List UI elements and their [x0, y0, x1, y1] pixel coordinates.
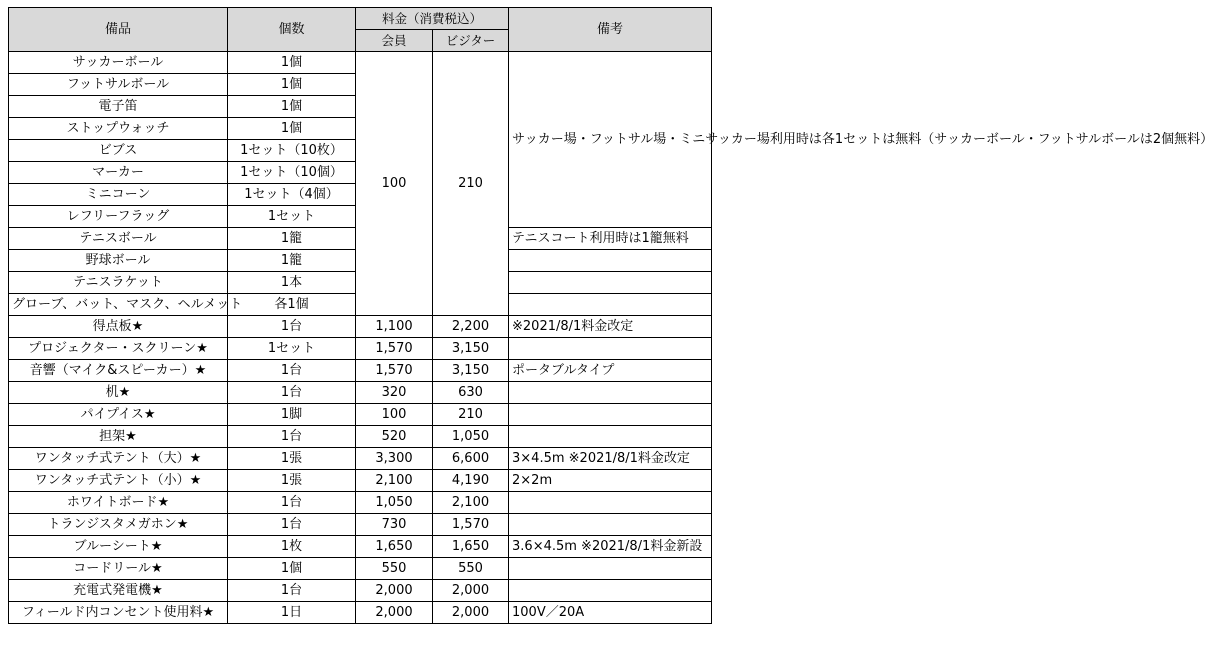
- member-fee: 1,650: [356, 536, 433, 558]
- item-note: [509, 514, 712, 536]
- item-name: ワンタッチ式テント（小）★: [9, 470, 228, 492]
- member-fee: 520: [356, 426, 433, 448]
- item-note: [509, 492, 712, 514]
- item-quantity: 1セット（4個）: [228, 184, 356, 206]
- item-quantity: 1個: [228, 74, 356, 96]
- item-name: テニスボール: [9, 228, 228, 250]
- item-name: マーカー: [9, 162, 228, 184]
- item-name: フットサルボール: [9, 74, 228, 96]
- item-name: プロジェクター・スクリーン★: [9, 338, 228, 360]
- header-quantity: 個数: [228, 8, 356, 52]
- item-note: ※2021/8/1料金改定: [509, 316, 712, 338]
- item-name: 野球ボール: [9, 250, 228, 272]
- note-soccer-free: サッカー場・フットサル場・ミニサッカー場利用時は各1セットは無料（サッカーボール・フットサルボールは2個無料）: [509, 52, 712, 228]
- visitor-fee: 2,100: [433, 492, 509, 514]
- item-name: ミニコーン: [9, 184, 228, 206]
- item-name: 得点板★: [9, 316, 228, 338]
- item-name: サッカーボール: [9, 52, 228, 74]
- item-quantity: 1台: [228, 492, 356, 514]
- table-row: [9, 404, 712, 426]
- header-visitor: ビジター: [433, 30, 509, 52]
- table-row: [9, 536, 712, 558]
- item-name: ストップウォッチ: [9, 118, 228, 140]
- item-name: 電子笛: [9, 96, 228, 118]
- item-quantity: 1台: [228, 580, 356, 602]
- member-fee: 730: [356, 514, 433, 536]
- member-fee: 550: [356, 558, 433, 580]
- item-quantity: 1台: [228, 514, 356, 536]
- visitor-fee: 3,150: [433, 360, 509, 382]
- member-fee: 2,000: [356, 580, 433, 602]
- visitor-fee: 630: [433, 382, 509, 404]
- item-name: 担架★: [9, 426, 228, 448]
- visitor-fee: 210: [433, 404, 509, 426]
- item-note: 3.6×4.5m ※2021/8/1料金新設: [509, 536, 712, 558]
- item-name: ホワイトボード★: [9, 492, 228, 514]
- item-name: ビブス: [9, 140, 228, 162]
- item-note: [509, 558, 712, 580]
- item-note: 2×2m: [509, 470, 712, 492]
- visitor-fee: 210: [433, 52, 509, 316]
- visitor-fee: 550: [433, 558, 509, 580]
- item-note: ポータブルタイプ: [509, 360, 712, 382]
- table-row: [9, 316, 712, 338]
- item-name: トランジスタメガホン★: [9, 514, 228, 536]
- item-quantity: 1個: [228, 96, 356, 118]
- table-row: [9, 580, 712, 602]
- item-quantity: 1台: [228, 360, 356, 382]
- member-fee: 1,570: [356, 360, 433, 382]
- item-quantity: 1セット（10個）: [228, 162, 356, 184]
- item-name: レフリーフラッグ: [9, 206, 228, 228]
- table-row: [9, 382, 712, 404]
- item-name: パイプイス★: [9, 404, 228, 426]
- member-fee: 320: [356, 382, 433, 404]
- visitor-fee: 3,150: [433, 338, 509, 360]
- item-name: テニスラケット: [9, 272, 228, 294]
- item-quantity: 1日: [228, 602, 356, 624]
- item-quantity: 1セット: [228, 338, 356, 360]
- member-fee: 2,100: [356, 470, 433, 492]
- item-quantity: 1張: [228, 470, 356, 492]
- item-quantity: 1脚: [228, 404, 356, 426]
- note-empty: [509, 272, 712, 294]
- item-quantity: 1台: [228, 382, 356, 404]
- item-quantity: 1籠: [228, 228, 356, 250]
- table-row: [9, 426, 712, 448]
- item-note: [509, 580, 712, 602]
- item-note: [509, 382, 712, 404]
- equipment-fee-table: [8, 7, 1213, 624]
- table-row: [9, 514, 712, 536]
- item-note: [509, 338, 712, 360]
- item-quantity: 1台: [228, 426, 356, 448]
- item-quantity: 1個: [228, 118, 356, 140]
- visitor-fee: 1,050: [433, 426, 509, 448]
- item-name: フィールド内コンセント使用料★: [9, 602, 228, 624]
- item-name: コードリール★: [9, 558, 228, 580]
- visitor-fee: 2,200: [433, 316, 509, 338]
- table-row: [9, 338, 712, 360]
- item-name: 音響（マイク&スピーカー）★: [9, 360, 228, 382]
- note-empty: [509, 294, 712, 316]
- item-quantity: 1セット: [228, 206, 356, 228]
- item-name: グローブ、バット、マスク、ヘルメット: [9, 294, 228, 316]
- item-quantity: 1籠: [228, 250, 356, 272]
- visitor-fee: 1,650: [433, 536, 509, 558]
- item-quantity: 1枚: [228, 536, 356, 558]
- visitor-fee: 2,000: [433, 580, 509, 602]
- table-row: [9, 492, 712, 514]
- visitor-fee: 6,600: [433, 448, 509, 470]
- item-quantity: 1個: [228, 52, 356, 74]
- member-fee: 1,050: [356, 492, 433, 514]
- item-quantity: 1張: [228, 448, 356, 470]
- table-row: [9, 52, 712, 74]
- member-fee: 1,100: [356, 316, 433, 338]
- member-fee: 2,000: [356, 602, 433, 624]
- item-note: 100V／20A: [509, 602, 712, 624]
- item-name: 充電式発電機★: [9, 580, 228, 602]
- item-name: ブルーシート★: [9, 536, 228, 558]
- member-fee: 1,570: [356, 338, 433, 360]
- header-note: 備考: [509, 8, 712, 52]
- member-fee: 3,300: [356, 448, 433, 470]
- header-member: 会員: [356, 30, 433, 52]
- item-note: [509, 404, 712, 426]
- table-row: [9, 602, 712, 624]
- member-fee: 100: [356, 404, 433, 426]
- item-name: ワンタッチ式テント（大）★: [9, 448, 228, 470]
- item-quantity: 1セット（10枚）: [228, 140, 356, 162]
- item-quantity: 1本: [228, 272, 356, 294]
- item-note: [509, 426, 712, 448]
- visitor-fee: 2,000: [433, 602, 509, 624]
- member-fee: 100: [356, 52, 433, 316]
- table-row: [9, 470, 712, 492]
- item-quantity: 1個: [228, 558, 356, 580]
- item-note: 3×4.5m ※2021/8/1料金改定: [509, 448, 712, 470]
- item-quantity: 1台: [228, 316, 356, 338]
- table-row: [9, 360, 712, 382]
- item-name: 机★: [9, 382, 228, 404]
- header-item: 備品: [9, 8, 228, 52]
- visitor-fee: 1,570: [433, 514, 509, 536]
- header-fee: 料金（消費税込）: [356, 8, 509, 30]
- note-tennis-free: テニスコート利用時は1籠無料: [509, 228, 712, 250]
- table-row: [9, 558, 712, 580]
- visitor-fee: 4,190: [433, 470, 509, 492]
- note-empty: [509, 250, 712, 272]
- item-quantity: 各1個: [228, 294, 356, 316]
- table-row: [9, 448, 712, 470]
